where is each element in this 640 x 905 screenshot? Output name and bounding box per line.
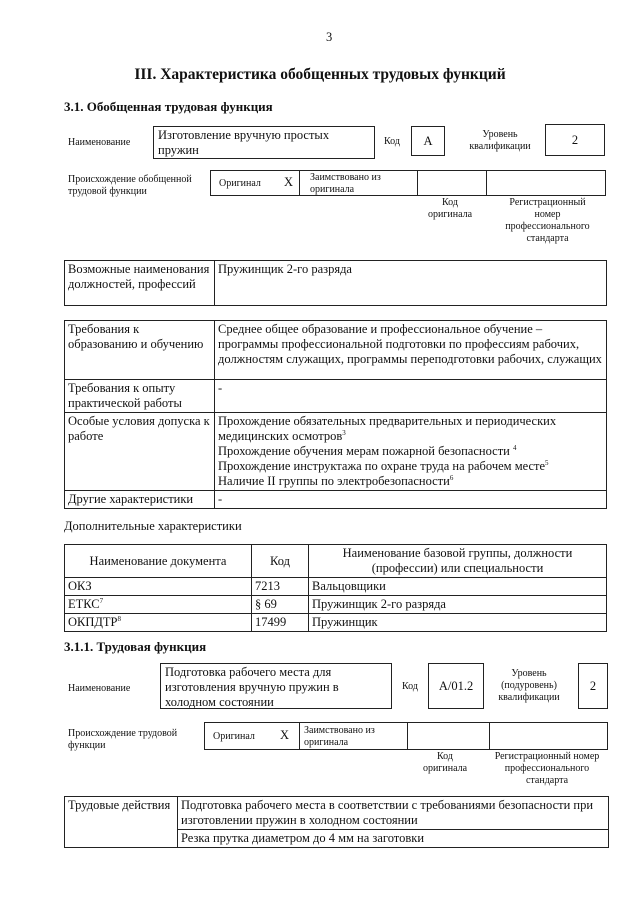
actions-label: Трудовые действия <box>65 797 178 848</box>
table-row <box>65 578 607 596</box>
code-cell: 17499 <box>252 614 309 632</box>
tf-code-original-label: Код оригинала <box>422 751 468 774</box>
tf-name-label: Наименование <box>68 683 131 694</box>
col-header: Код <box>252 545 309 578</box>
section-title: III. Характеристика обобщенных трудовых функций <box>134 66 506 83</box>
tf-code-value: A/01.2 <box>438 679 474 693</box>
positions-table <box>64 260 607 306</box>
additional-table <box>64 544 607 632</box>
name-cell: Пружинщик <box>309 614 607 632</box>
gtf-code-label: Код <box>384 136 400 147</box>
req-special-conditions <box>215 413 607 491</box>
req-label: Требования к образованию и обучению <box>65 321 215 380</box>
name-cell: Вальцовщики <box>309 578 607 596</box>
req-line: Прохождение обучения мерам пожарной безопасности <box>218 444 510 458</box>
tf-original-mark: X <box>280 728 290 742</box>
gtf-reg-number-label: Регистрационный номер профессионального стандарта <box>505 197 590 244</box>
gtf-original-mark: X <box>284 175 294 189</box>
table-row <box>65 596 607 614</box>
table-row <box>65 380 607 413</box>
doc-cell: ЕТКС$^7$ <box>65 596 252 614</box>
action-item: Резка прутка диаметром до 4 мм на заготовки <box>178 830 609 848</box>
col-header: Наименование документа <box>65 545 252 578</box>
table-row <box>65 797 609 830</box>
tf-code-box <box>428 663 484 709</box>
gtf-heading: 3.1. Обобщенная трудовая функция <box>64 99 273 114</box>
req-value: - <box>215 491 607 509</box>
gtf-name-label: Наименование <box>68 137 131 148</box>
footnote-mark: 3 <box>342 428 346 437</box>
tf-level-label: Уровень (подуровень) квалификации <box>498 668 560 703</box>
gtf-name-box <box>153 126 375 159</box>
gtf-level-box <box>545 124 605 156</box>
req-value: - <box>215 380 607 413</box>
req-label: Особые условия допуска к работе <box>65 413 215 491</box>
req-line: Наличие II группы по электробезопасности <box>218 474 450 488</box>
footnote-mark: 5 <box>545 458 549 467</box>
additional-heading: Дополнительные характеристики <box>64 519 242 533</box>
gtf-code-original-label: Код оригинала <box>427 197 473 220</box>
name-cell: Пружинщик 2-го разряда <box>309 596 607 614</box>
gtf-level-label: Уровень квалификации <box>469 129 531 152</box>
doc-cell: ОКПДТР$^8$ <box>65 614 252 632</box>
tf-original-label: Оригинал <box>213 731 255 742</box>
tf-code-label: Код <box>402 681 418 692</box>
tf-level-box <box>578 663 608 709</box>
tf-origin-label: Происхождение трудовой функции <box>68 728 178 751</box>
req-line: Прохождение инструктажа по охране труда на рабочем месте <box>218 459 546 473</box>
tf-borrowed-label: Заимствовано из оригинала <box>304 725 375 748</box>
req-value: Среднее общее образование и профессиональное обучение – программы профессиональной подготовки по профессиям рабочих, должностям служащих, программы переподготовки рабочих, служащих <box>215 321 607 380</box>
code-cell: § 69 <box>252 596 309 614</box>
gtf-origin-table <box>210 170 606 196</box>
positions-value: Пружинщик 2-го разряда <box>215 261 607 306</box>
table-row <box>65 491 607 509</box>
action-item: Подготовка рабочего места в соответствии с требованиями безопасности при изготовлении пружин в холодном состоянии <box>178 797 609 830</box>
gtf-borrowed-label: Заимствовано из оригинала <box>310 172 381 195</box>
footnote-mark: 4 <box>512 443 517 452</box>
req-line: Прохождение обязательных предварительных и периодических медицинских осмотров <box>218 414 557 443</box>
doc-cell: ОКЗ <box>65 578 252 596</box>
requirements-table <box>64 320 607 509</box>
positions-label: Возможные наименования должностей, профессий <box>65 261 215 306</box>
table-header-row <box>65 545 607 578</box>
tf-name-value: Подготовка рабочего места для изготовления вручную пружин в холодном состоянии <box>165 665 339 709</box>
tf-reg-number-label: Регистрационный номер профессионального стандарта <box>494 751 600 786</box>
gtf-code-box <box>411 126 445 156</box>
table-row <box>65 321 607 380</box>
gtf-code-value: A <box>423 134 433 148</box>
footnote-mark: 6 <box>449 473 454 482</box>
tf-level-value: 2 <box>589 679 597 693</box>
req-label: Требования к опыту практической работы <box>65 380 215 413</box>
actions-table <box>64 796 609 848</box>
table-row <box>65 614 607 632</box>
gtf-level-value: 2 <box>571 133 579 147</box>
req-label: Другие характеристики <box>65 491 215 509</box>
tf-name-box <box>160 663 392 709</box>
tf-heading: 3.1.1. Трудовая функция <box>64 639 207 654</box>
gtf-origin-label: Происхождение обобщенной трудовой функции <box>68 174 192 197</box>
page-number: 3 <box>326 30 333 44</box>
gtf-original-label: Оригинал <box>219 178 261 189</box>
tf-origin-table <box>204 722 608 750</box>
gtf-name-value: Изготовление вручную простых пружин <box>158 128 330 157</box>
table-row <box>65 413 607 491</box>
col-header: Наименование базовой группы, должности (профессии) или специальности <box>309 545 607 578</box>
code-cell: 7213 <box>252 578 309 596</box>
